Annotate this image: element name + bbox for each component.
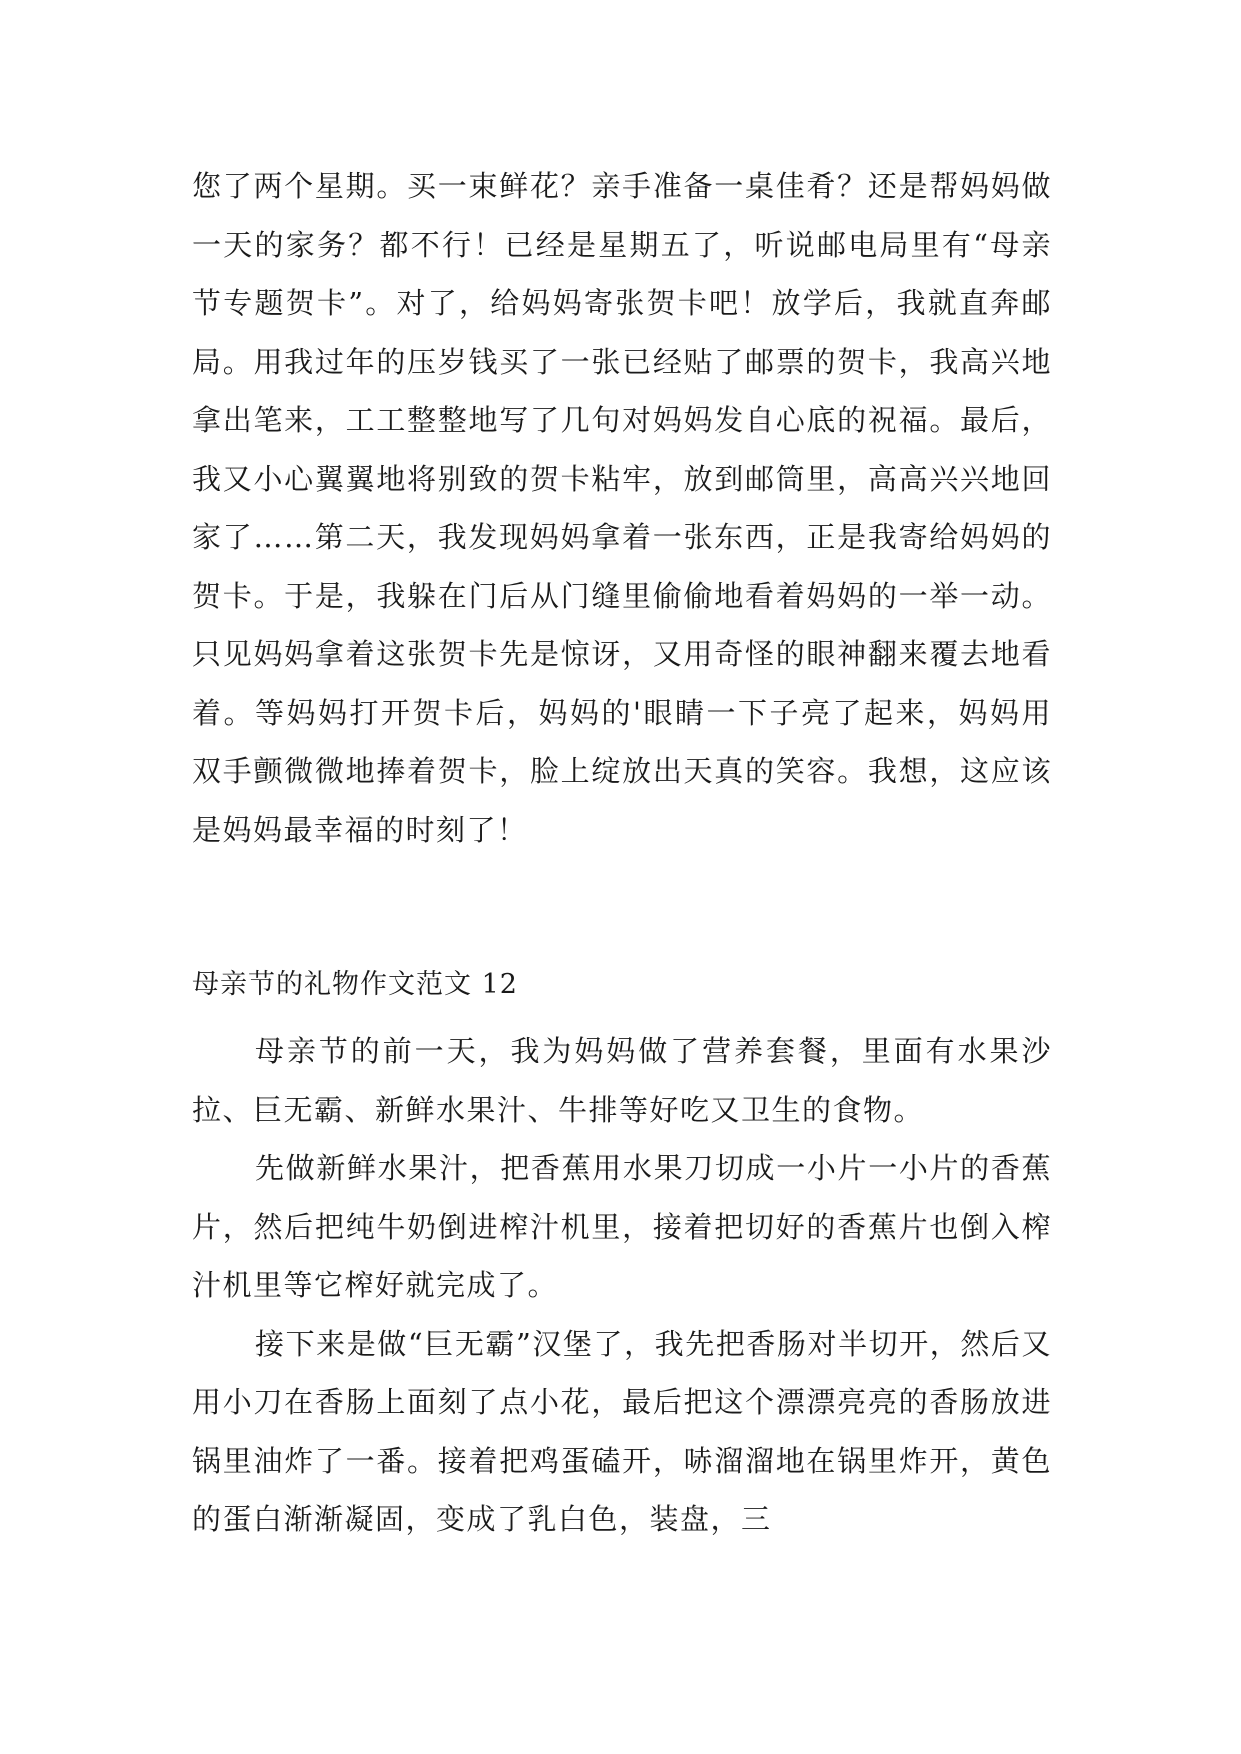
continued-text-block [192,157,1052,859]
continued-paragraph: 您了两个星期。买一束鲜花？亲手准备一桌佳肴？还是帮妈妈做一天的家务？都不行！已经是星期五了，听说邮电局里有“母亲节专题贺卡”。对了，给妈妈寄张贺卡吧！放学后，我就直奔邮局。用我过年的压岁钱买了一张已经贴了邮票的贺卡，我高兴地拿出笔来，工工整整地写了几句对妈妈发自心底的祝福。最后，我又小心翼翼地将别致的贺卡粘牢，放到邮筒里，高高兴兴地回家了……第二天，我发现妈妈拿着一张东西，正是我寄给妈妈的贺卡。于是，我躲在门后从门缝里偷偷地看着妈妈的一举一动。只见妈妈拿着这张贺卡先是惊讶，又用奇怪的眼神翻来覆去地看着。等妈妈打开贺卡后，妈妈的'眼睛一下子亮了起来，妈妈用双手颤微微地捧着贺卡，脸上绽放出天真的笑容。我想，这应该是妈妈最幸福的时刻了！ [192,169,1052,847]
essay-paragraph-3: 接下来是做“巨无霸”汉堡了，我先把香肠对半切开，然后又用小刀在香肠上面刻了点小花，最后把这个漂漂亮亮的香肠放进锅里油炸了一番。接着把鸡蛋磕开，哧溜溜地在锅里炸开，黄色的蛋白渐渐凝固，变成了乳白色，装盘，三 [192,1326,1052,1536]
essay-paragraph-1: 母亲节的前一天，我为妈妈做了营养套餐，里面有水果沙拉、巨无霸、新鲜水果汁、牛排等好吃又卫生的食物。 [192,1034,1052,1127]
section-title: 母亲节的礼物作文范文 12 [192,969,518,1000]
essay-body [192,1022,1052,1549]
essay-paragraph-2: 先做新鲜水果汁，把香蕉用水果刀切成一小片一小片的香蕉片，然后把纯牛奶倒进榨汁机里，接着把切好的香蕉片也倒入榨汁机里等它榨好就完成了。 [192,1151,1052,1302]
section-heading-block [192,960,1052,1010]
